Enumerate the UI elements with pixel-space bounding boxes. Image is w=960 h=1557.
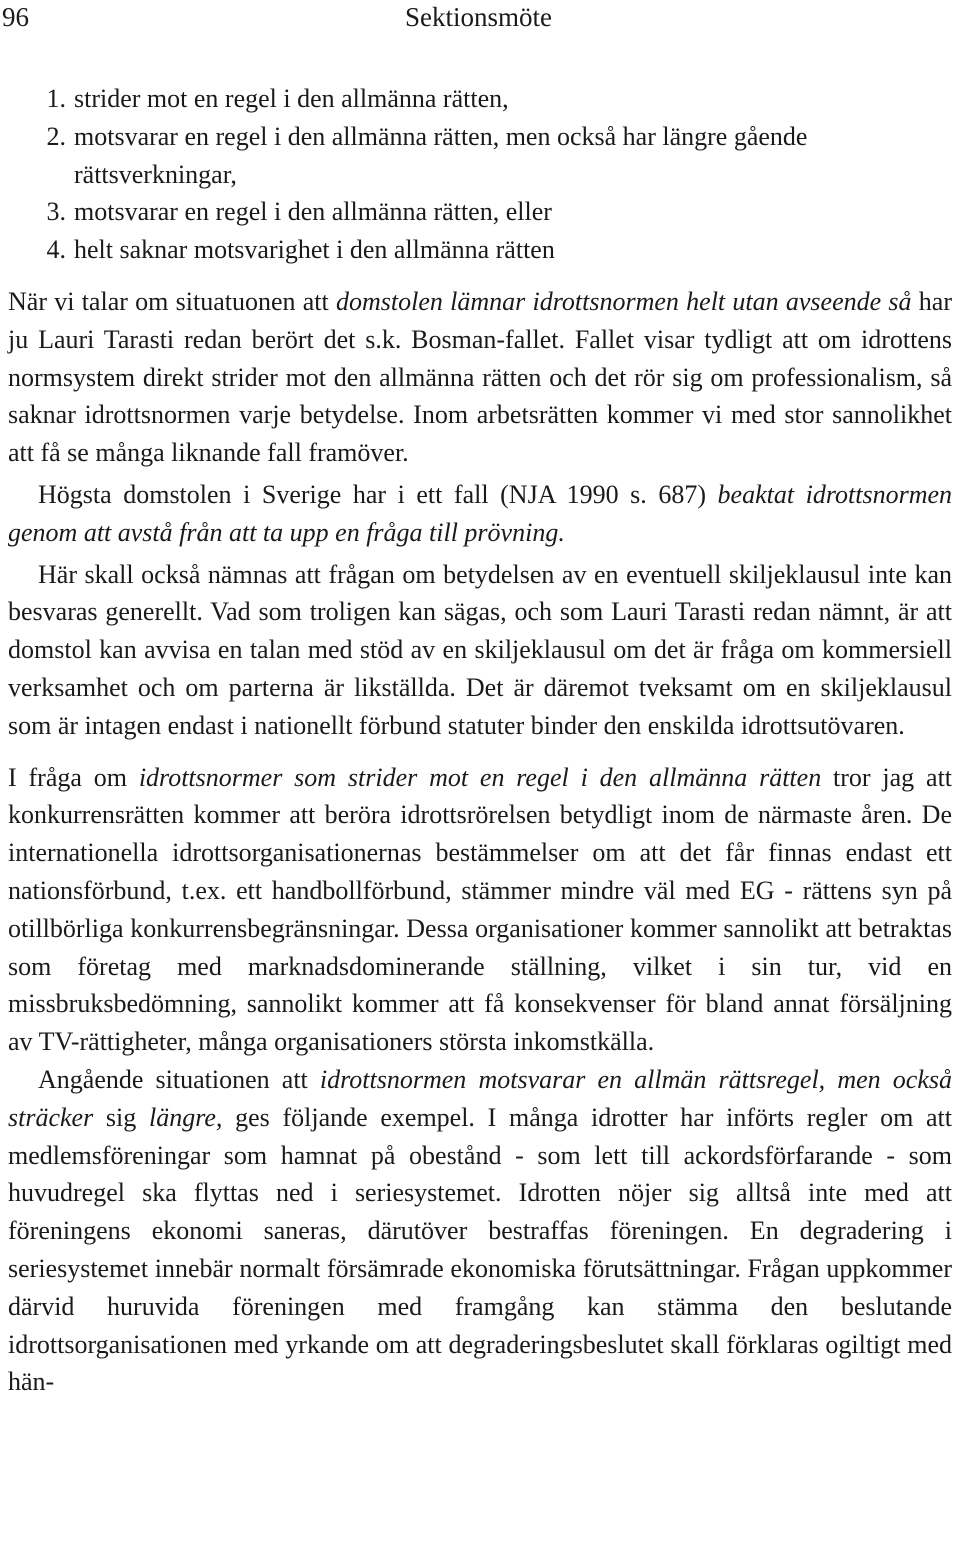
running-head: Sektionsmöte [405,2,552,32]
paragraph-text: ges följande exempel. I många idrotter har införts regler om att medlemsföreningar som hamnat på obestånd - som lett till ackordsförfarande - som huvudregel ska flyttas ned i seriesystemet. Idrotten nöjer sig alltså inte med att föreningens ekonomi saneras, därutöver bestraffas föreningen. En degradering i seriesystemet innebär normalt försämrade ekonomiska förutsättningar. Frågan uppkommer därvid huruvida föreningen med framgång kan stämma den beslutande idrottsorganisationen med yrkande om att degraderingsbeslutet skall förklaras ogiltigt med hän- [8,1102,953,1397]
numbered-list [8,80,952,269]
paragraph-emphasis: beaktat idrottsnormen genom att avstå från att ta upp en fråga till prövning. [8,479,953,547]
list-item-number: 1. [46,84,66,113]
paragraph-emphasis: idrottsnormer som strider mot en regel i den allmänna rätten [138,762,822,792]
paragraph-text: Högsta domstolen i Sverige har i ett fall (NJA 1990 s. 687) [38,479,718,509]
paragraph-bosman [8,283,952,472]
page-header [0,0,960,34]
list-item [8,118,952,194]
list-item-number: 3. [46,197,66,227]
list-item-number: 4. [46,235,66,265]
paragraph-skiljeklausul [8,556,952,745]
paragraph-degradering [8,1061,952,1401]
paragraph-text: I fråga om [8,762,139,792]
list-item [8,193,952,231]
list-item-text: helt saknar motsvarighet i den allmänna rätten [74,235,555,265]
paragraph-emphasis: längre, [148,1102,223,1132]
body-text [8,80,952,1401]
list-item-text: strider mot en regel i den allmänna rätten, [74,84,509,113]
paragraph-text: Angående situationen att [38,1064,320,1094]
list-item [8,231,952,269]
list-item-number: 2. [46,121,66,151]
paragraph-text: tror jag att konkurrensrätten kommer att beröra idrottsrörelsen betydligt inom de närmaste åren. De internationella idrottsorganisationernas bestämmelser om att det får finnas endast ett nationsförbund, t.ex. ett handbollförbund, stämmer mindre väl med EG - rättens syn på otillbörliga konkurrensbegränsningar. Dessa organisationer kommer sannolikt att betraktas som företag med marknadsdominerande ställning, vilket i sin tur, vid en missbruksbedömning, sannolikt kommer att få konsekvenser för bland annat försäljning av TV-rättigheter, många organisationers största inkomstkälla. [8,762,953,1057]
paragraph-text: Här skall också nämnas att frågan om betydelsen av en eventuell skiljeklausul inte kan besvaras generellt. Vad som troligen kan sägas, och som Lauri Tarasti redan nämnt, är att domstol kan avvisa en talan med stöd av en skiljeklausul om det är fråga om kommersiell verksamhet och om parterna är likställda. Det är däremot tveksamt om en skiljeklausul som är intagen endast i nationellt förbund statuter binder den enskilda idrottsutövaren. [8,559,952,740]
paragraph-text: När vi talar om situatuonen att [8,286,337,316]
list-item [8,80,952,118]
list-item-text: motsvarar en regel i den allmänna rätten, eller [74,197,552,227]
paragraph-konkurrensratt [8,759,952,1061]
list-item-text: motsvarar en regel i den allmänna rätten, men också har längre gående rättsverkningar, [74,121,808,189]
paragraph-emphasis: domstolen lämnar idrottsnormen helt utan avseende så [336,286,912,316]
page-number: 96 [2,2,29,32]
paragraph-emphasis: idrottsnormen motsvarar en allmän rättsregel, men också sträcker [8,1064,952,1132]
paragraph-nja [8,476,952,552]
paragraph-text: sig [93,1102,149,1132]
paragraph-text: har ju Lauri Tarasti redan berört det s.k. Bosman-fallet. Fallet visar tydligt att om idrottens normsystem direkt strider mot den allmänna rätten och det rör sig om professionalism, så saknar idrottsnormen varje betydelse. Inom arbetsrätten kommer vi med stor sannolikhet att få se många liknande fall framöver. [8,286,953,468]
